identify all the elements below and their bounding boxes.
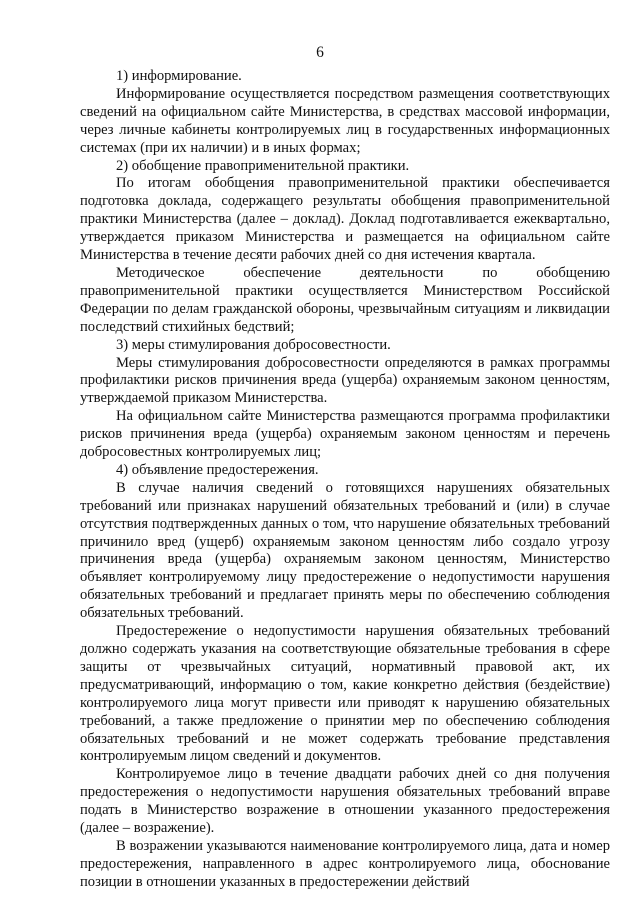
paragraph-objection-right: Контролируемое лицо в течение двадцати рабочих дней со дня получения предостережения о недопустимости нарушения обязательных требований вправе подать в Министерство возражение в отношении указанного предостережения (далее – возражение). (80, 766, 610, 837)
paragraph-warning-heading: 4) объявление предостережения. (116, 461, 319, 478)
paragraph-warning-content: Предостережение о недопустимости нарушения обязательных требований должно содержать указания на соответствующие обязательные требования в сфере защиты от чрезвычайных ситуаций, нормативный правовой акт, их предусматривающий, информацию о том, какие конкретно действия (бездействие) контролируемого лица могут привести или приводят к нарушению обязательных требований, а также предложение о принятии мер по обеспечению соблюдения обязательных требований и не может содержать требование представления контролируемым лицом сведений и документов. (80, 623, 610, 765)
paragraph-incentives-heading: 3) меры стимулирования добросовестности. (116, 336, 391, 353)
paragraph-warning-grounds: В случае наличия сведений о готовящихся нарушениях обязательных требований или признаках нарушений обязательных требований и (или) в случае отсутствия подтвержденных данных о том, что нарушение обязательных требований причинило вред (ущерб) охраняемым законом ценностям либо создало угрозу причинения вреда (ущерба) охраняемым законом ценностям, Министерство объявляет контролируемому лицу предостережение о недопустимости нарушения обязательных требований и предлагает принять меры по обеспечению соблюдения обязательных требований. (80, 479, 610, 622)
paragraph-incentives-program: Меры стимулирования добросовестности определяются в рамках программы профилактики рисков причинения вреда (ущерба) охраняемым законом ценностям, утверждаемой приказом Министерства. (80, 354, 610, 407)
page-number: 6 (316, 44, 324, 61)
paragraph-practice-heading: 2) обобщение правоприменительной практики. (116, 157, 410, 174)
paragraph-incentives-website: На официальном сайте Министерства размещаются программа профилактики рисков причинения вреда (ущерба) охраняемым законом ценностям и перечень добросовестных контролируемых лиц; (80, 408, 610, 461)
paragraph-practice-methodology: Методическое обеспечение деятельности по обобщению правоприменительной практики осуществляется Министерством Российской Федерации по делам гражданской обороны, чрезвычайным ситуациям и ликвидации последствий стихийных бедствий; (80, 264, 610, 335)
document-body (80, 68, 610, 892)
paragraph-practice-report: По итогам обобщения правоприменительной практики обеспечивается подготовка доклада, содержащего результаты обобщения правоприменительной практики Министерства (далее – доклад). Доклад подготавливается ежеквартально, утверждается приказом Министерства и размещается на официальном сайте Министерства в течение десяти рабочих дней со дня истечения квартала. (80, 175, 610, 264)
paragraph-objection-content: В возражении указываются наименование контролируемого лица, дата и номер предостережения, направленного в адрес контролируемого лица, обоснование позиции в отношении указанных в предостережении действий (80, 837, 610, 890)
paragraph-informing-body: Информирование осуществляется посредством размещения соответствующих сведений на официальном сайте Министерства, в средствах массовой информации, через личные кабинеты контролируемых лиц в государственных информационных системах (при их наличии) и в иных формах; (80, 85, 610, 156)
paragraph-informing-heading: 1) информирование. (116, 68, 242, 84)
